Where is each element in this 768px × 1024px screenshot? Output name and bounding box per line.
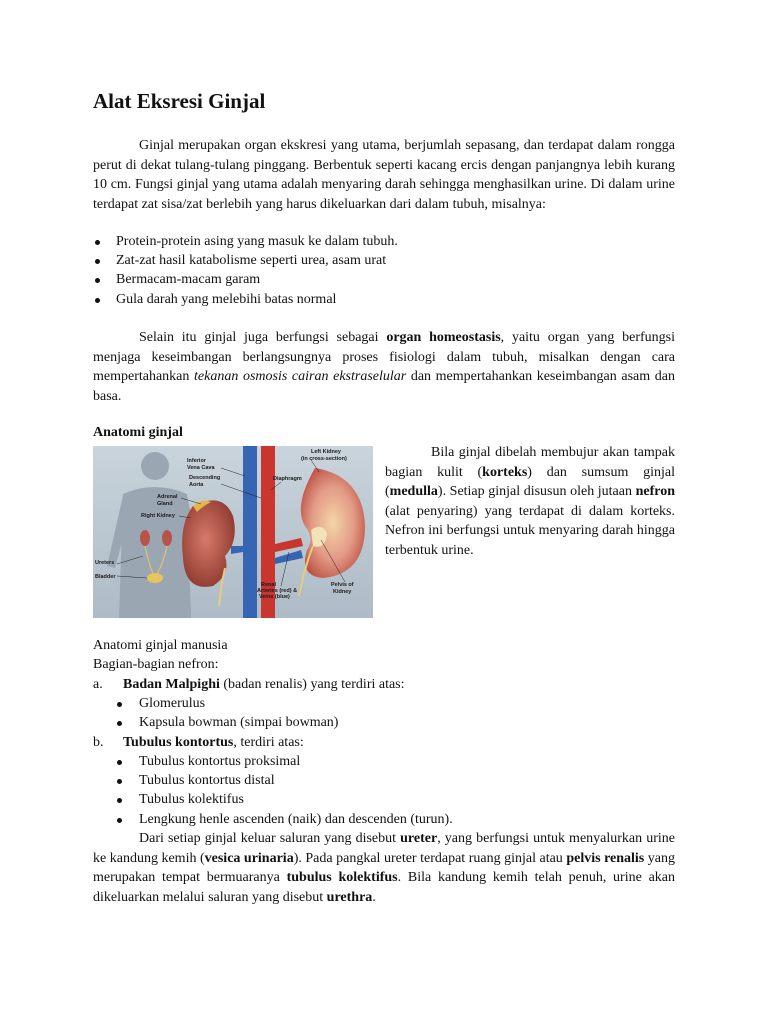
label-adrenal-2: Gland bbox=[157, 501, 173, 507]
page-title: Alat Eksresi Ginjal bbox=[93, 89, 266, 113]
label-pelvis-2: Kidney bbox=[333, 589, 352, 595]
label-pelvis: Pelvis of bbox=[331, 582, 354, 588]
label-ivc: Inferior bbox=[187, 458, 206, 464]
list-b bbox=[93, 752, 453, 829]
anatomy-heading: Anatomi ginjal bbox=[93, 425, 183, 440]
nefron-item-a: a. Badan Malpighi (badan renalis) yang terdiri atas: bbox=[93, 677, 405, 692]
label-renal: Renal bbox=[261, 582, 276, 588]
list-item: Glomerulus bbox=[93, 694, 338, 713]
label-renal-2: Arteries (red) & bbox=[257, 588, 298, 594]
label-aorta: Descending bbox=[189, 475, 221, 481]
intro-paragraph: Ginjal merupakan organ ekskresi yang utama, berjumlah sepasang, dan terdapat dalam rongga perut di dekat tulang-tulang pinggang. Berbentuk seperti kacang ercis dengan panjangnya lebih kurang 10 cm. Fungsi ginjal yang utama adalah menyaring darah sehingga menghasilkan urine. Di dalam urine terdapat zat sisa/zat berlebih yang harus dikeluarkan dari dalam tubuh, misalnya: bbox=[93, 138, 675, 212]
ureter-paragraph: Dari setiap ginjal keluar saluran yang disebut ureter, yang berfungsi untuk menyalurkan urine ke kandung kemih (vesica urinaria). Pada pangkal ureter terdapat ruang ginjal atau pelvis renalis yang merupakan tempat bermuaranya tubulus kolektifus. Bila kandung kemih telah penuh, urine akan dikeluarkan melalui saluran yang disebut urethra. bbox=[93, 831, 675, 905]
list-item: Lengkung henle ascenden (naik) dan descenden (turun). bbox=[93, 810, 453, 829]
figure-caption: Anatomi ginjal manusia bbox=[93, 638, 228, 653]
anatomy-paragraph: Bila ginjal dibelah membujur akan tampak bagian kulit (korteks) dan sumsum ginjal (medulla). Setiap ginjal disusun oleh jutaan nefron (alat penyaring) yang terdapat di dalam korteks. Nefron ini berfungsi untuk menyaring darah hingga terbentuk urine. bbox=[385, 445, 676, 558]
kidney-anatomy-illustration bbox=[93, 446, 373, 618]
label-aorta-2: Aorta bbox=[189, 482, 204, 488]
label-left-kidney-2: (in cross-section) bbox=[301, 456, 347, 462]
list-item: Gula darah yang melebihi batas normal bbox=[93, 290, 398, 309]
label-diaphragm: Diaphragm bbox=[273, 476, 302, 482]
label-renal-3: Veins (blue) bbox=[259, 594, 290, 600]
list-a bbox=[93, 694, 338, 732]
label-ureters: Ureters bbox=[95, 560, 115, 566]
label-right-kidney: Right Kidney bbox=[141, 513, 175, 519]
list-item: Zat-zat hasil katabolisme seperti urea, asam urat bbox=[93, 251, 398, 270]
label-adrenal: Adrenal bbox=[157, 494, 178, 500]
nefron-heading: Bagian-bagian nefron: bbox=[93, 657, 219, 672]
list-item: Tubulus kolektifus bbox=[93, 790, 453, 809]
label-bladder: Bladder bbox=[95, 574, 116, 580]
kidney-anatomy-figure bbox=[93, 446, 373, 618]
label-ivc-2: Vena Cava bbox=[187, 465, 215, 471]
list-item: Tubulus kontortus distal bbox=[93, 771, 453, 790]
label-left-kidney: Left Kidney bbox=[311, 449, 341, 455]
list-item: Protein-protein asing yang masuk ke dalam tubuh. bbox=[93, 232, 398, 251]
list-item: Tubulus kontortus proksimal bbox=[93, 752, 453, 771]
substance-list bbox=[93, 232, 398, 309]
list-item: Bermacam-macam garam bbox=[93, 270, 398, 289]
list-item: Kapsula bowman (simpai bowman) bbox=[93, 713, 338, 732]
nefron-item-b: b. Tubulus kontortus, terdiri atas: bbox=[93, 735, 304, 750]
homeostasis-paragraph: Selain itu ginjal juga berfungsi sebagai organ homeostasis, yaitu organ yang berfungsi menjaga keseimbangan berlangsungnya proses fisiologi dalam tubuh, misalkan dengan cara mempertahankan tekanan osmosis cairan ekstraselular dan mempertahankan keseimbangan asam dan basa. bbox=[93, 330, 675, 404]
